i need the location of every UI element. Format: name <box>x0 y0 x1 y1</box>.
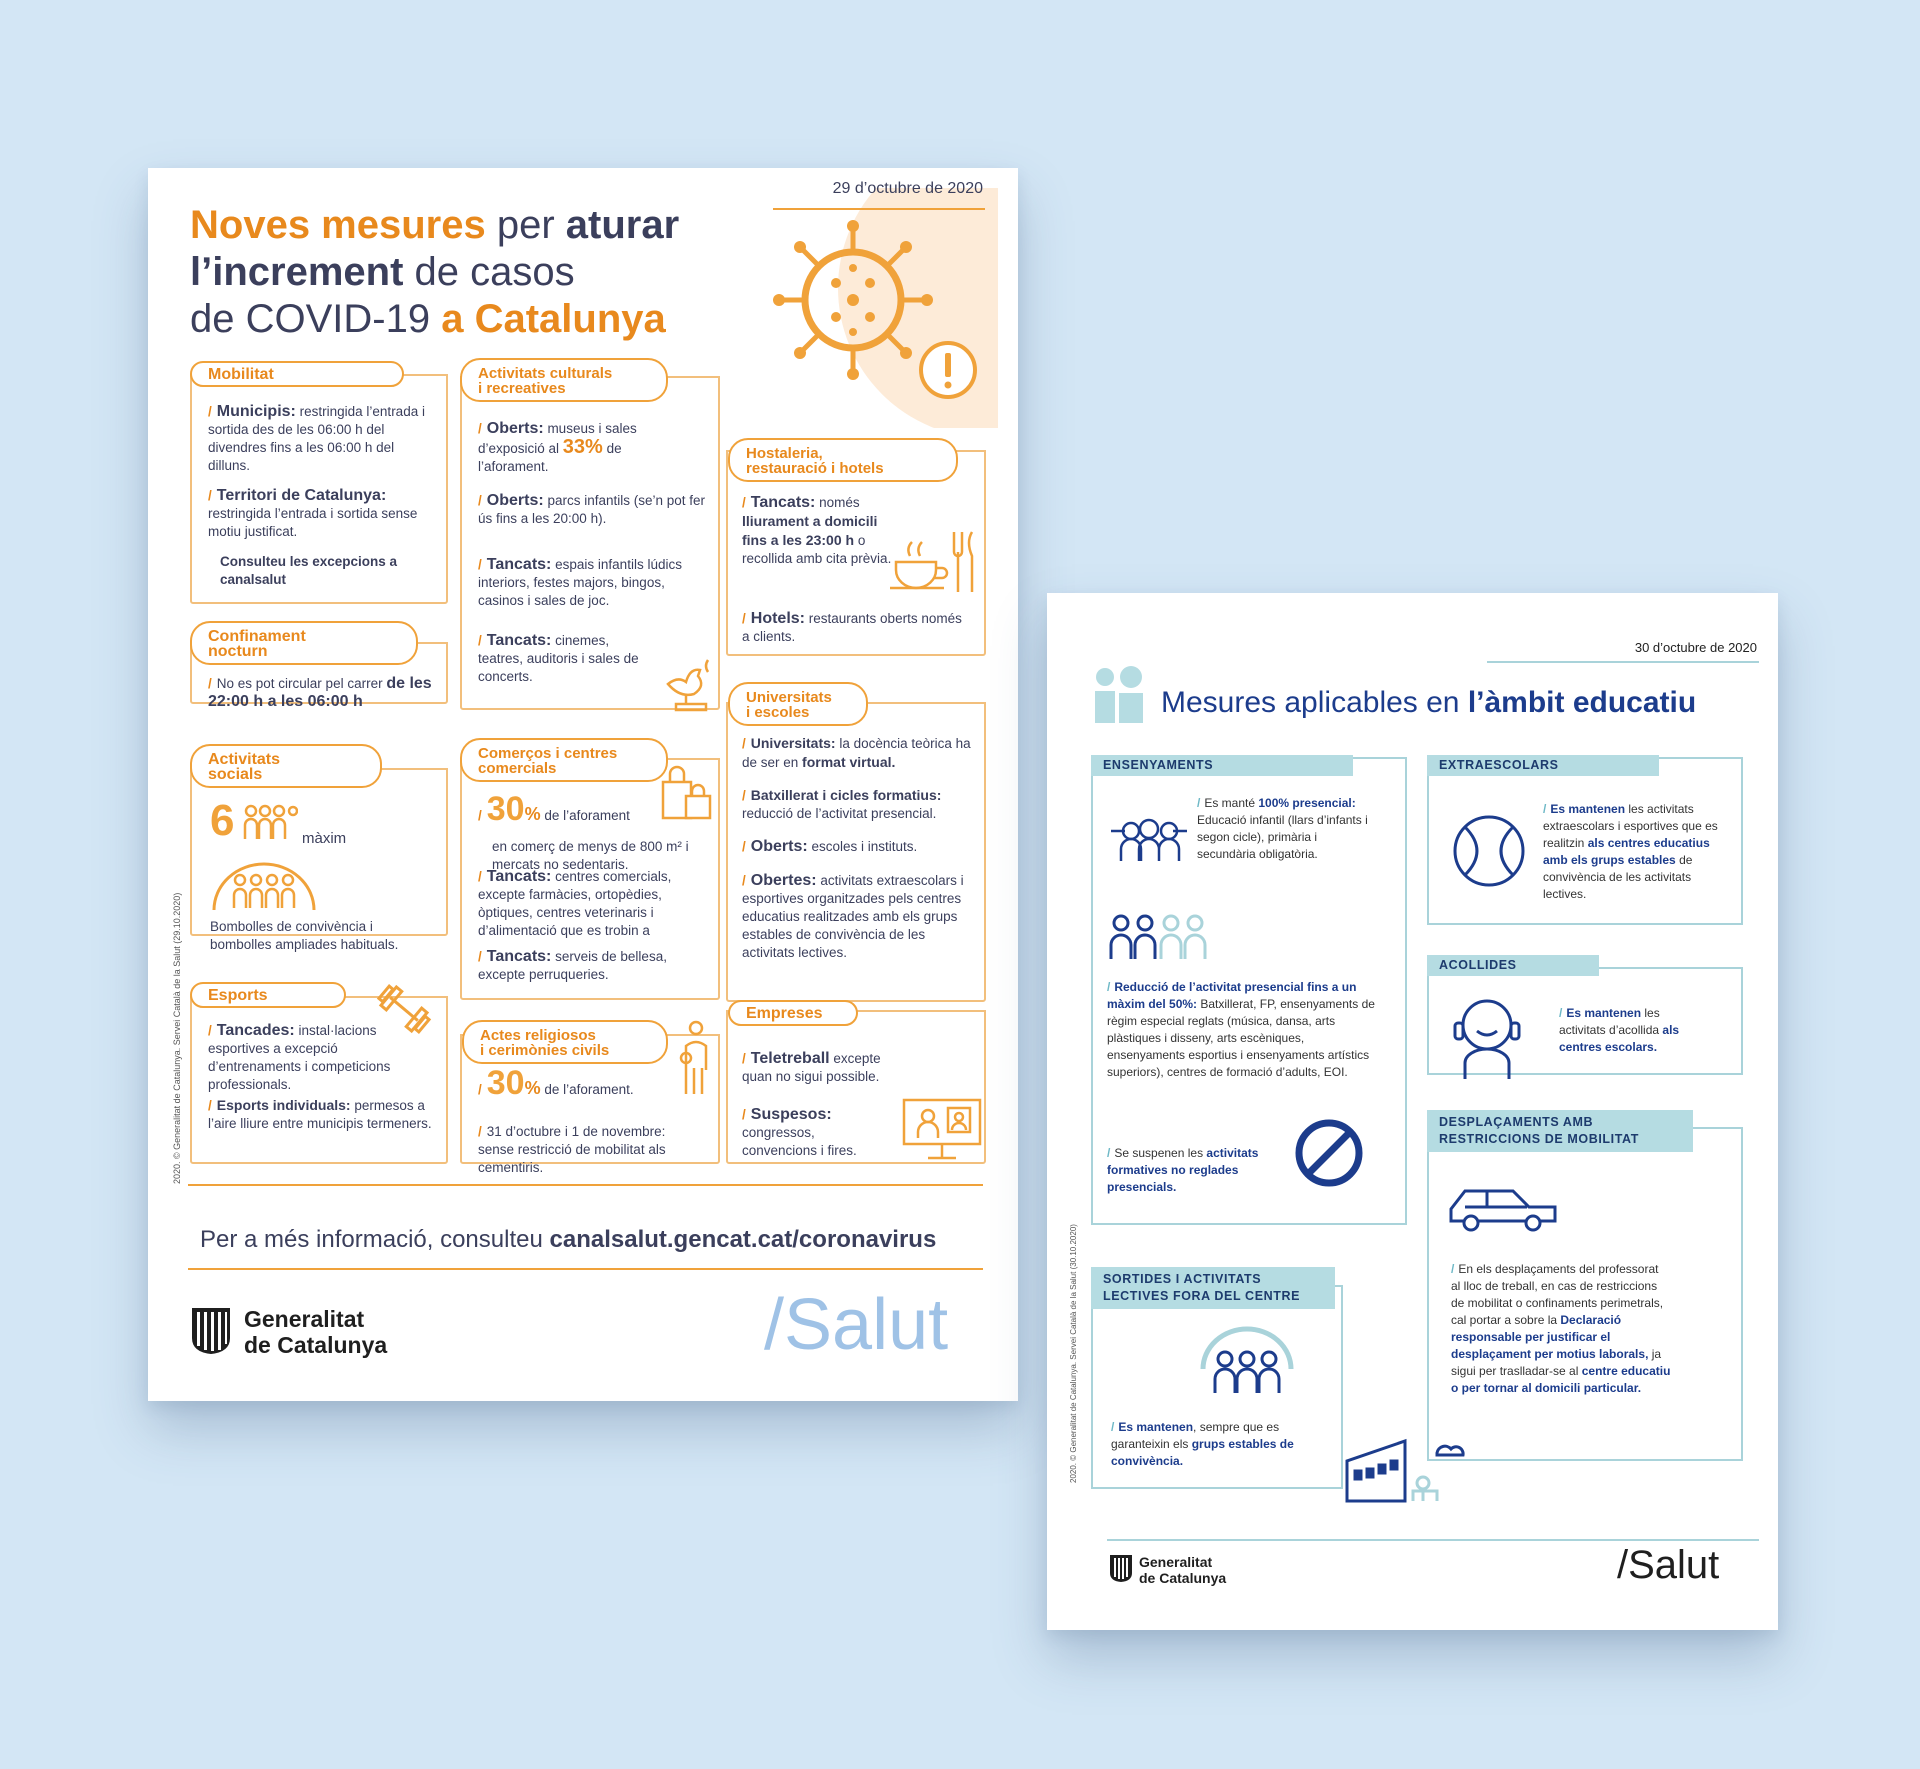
video-call-icon <box>900 1096 984 1166</box>
religiosos-header: Actes religiosos i cerimònies civils <box>462 1020 668 1064</box>
hostaleria-item-1: / Tancats: només lliurament a domicili fins a les 23:00 h o recollida amb cita prèvia. <box>742 494 892 566</box>
child-headphones-icon <box>1449 995 1525 1081</box>
bubble-icon <box>210 858 318 912</box>
ensenyaments-text-1: / Es manté 100% presencial: Educació infantil (llars d’infants i segon cicle), primària i secundària obligatòria. <box>1197 796 1368 861</box>
generalitat-logo <box>190 1304 232 1356</box>
comercos-pct-detail: en comerç de menys de 800 m² i mercats no sedentaris. <box>492 839 689 872</box>
ensenyaments-text-3: / Se suspenen les activitats formatives no reglades presencials. <box>1107 1146 1259 1194</box>
culturals-item-3: / Tancats: espais infantils lúdics interiors, festes majors, bingos, casinos i sales de joc. <box>478 556 682 608</box>
students-icon <box>1091 665 1147 725</box>
mobilitat-note: Consulteu les excepcions a canalsalut <box>220 554 398 587</box>
footer-divider-bottom <box>188 1268 983 1270</box>
religiosos-pct: / 30% de l’aforament. <box>478 1064 634 1102</box>
empreses-item-2: / Suspesos: congressos, convencions i fires. <box>742 1106 857 1158</box>
salut-logo-small: /Salut <box>1617 1543 1720 1587</box>
footer-divider-top <box>188 1184 983 1186</box>
acollides-header: ACOLLIDES <box>1427 955 1599 976</box>
comercos-item-1: / Tancats: centres comercials, excepte farmàcies, ortopèdies, òptiques, centres veterinaris i d’alimentació que es trobin a <box>478 868 672 938</box>
reduced-students-icon <box>1107 911 1217 961</box>
culturals-item-4: / Tancats: cinemes, teatres, auditoris i sales de concerts. <box>478 632 639 684</box>
hostaleria-header: Hostaleria, restauració i hotels <box>728 438 958 482</box>
date-divider <box>773 208 985 210</box>
group-people-icon <box>242 803 298 843</box>
poster2-date: 30 d’octubre de 2020 <box>1634 640 1757 655</box>
universitats-item-3: / Oberts: escoles i instituts. <box>742 838 918 855</box>
religiosos-text: / 31 d’octubre i 1 de novembre: sense restricció de mobilitat als cementiris. <box>478 1124 666 1175</box>
poster2-footer-divider <box>1107 1539 1759 1541</box>
acollides-text: / Es mantenen les activitats d’acollida als centres escolars. <box>1559 1006 1680 1054</box>
poster2-copyright-credit: 2020. © Generalitat de Catalunya. Servei Català de la Salut (30.10.2020) <box>1069 1224 1078 1483</box>
extraescolars-header: EXTRAESCOLARS <box>1427 755 1659 776</box>
car-icon <box>1447 1183 1565 1233</box>
socials-header: Activitats socials <box>190 744 382 788</box>
duck-toy-icon <box>660 654 716 714</box>
esports-item-1: / Tancades: instal·lacions esportives a excepció d’entrenaments i competicions professionals. <box>208 1022 391 1092</box>
warning-icon <box>918 340 978 400</box>
universitats-item-1: / Universitats: la docència teòrica ha de ser en format virtual. <box>742 735 971 770</box>
mobilitat-item-1: / Municipis: restringida l’entrada i sortida des de les 06:00 h del divendres fins a les 06:00 h del dilluns. <box>208 403 425 473</box>
more-info-link[interactable]: canalsalut.gencat.cat/coronavirus <box>549 1226 937 1253</box>
confinament-header: Confinament nocturn <box>190 621 418 665</box>
universitats-header: Universitats i escoles <box>728 682 868 726</box>
desplacaments-header: DESPLAÇAMENTS AMB RESTRICCIONS DE MOBILITAT <box>1427 1110 1693 1152</box>
comercos-item-2: / Tancats: serveis de bellesa, excepte perruqueries. <box>478 948 667 982</box>
ensenyaments-text-2: / Reducció de l’activitat presencial fins a un màxim del 50%: Batxillerat, FP, ensenyaments de règim especial reglats (música, dansa, arts plàstiques i disseny, arts escèniques, ensenyaments esportius i ensenyaments artístics superiors), centres de formació d’adults, EOI. <box>1107 980 1375 1079</box>
mobilitat-header: Mobilitat <box>190 361 404 387</box>
ball-icon <box>1449 811 1529 891</box>
hostaleria-item-2: / Hotels: restaurants oberts només a clients. <box>742 610 962 644</box>
extraescolars-text: / Es mantenen les activitats extraescolars i esportives que es realitzin als centres educatius amb els grups estables de convivència de les activitats lectives. <box>1543 802 1718 901</box>
generalitat-name: Generalitat de Catalunya <box>244 1306 388 1358</box>
esports-item-2: / Esports individuals: permesos a l’aire lliure entre municipis termeners. <box>208 1097 432 1131</box>
mobilitat-item-2: / Territori de Catalunya: restringida l’entrada i sortida sense motiu justificat. <box>208 487 418 539</box>
culturals-item-1: / Oberts: museus i sales d’exposició al 33% de l’aforament. <box>478 420 637 474</box>
more-info: Per a més informació, consulteu canalsalut.gencat.cat/coronavirus <box>200 1226 937 1253</box>
poster-covid-measures <box>148 168 1018 1401</box>
confinament-text: / No es pot circular pel carrer de les 22:00 h a les 06:00 h <box>208 675 432 710</box>
salut-logo: /Salut <box>764 1285 949 1365</box>
empreses-item-1: / Teletreball excepte quan no sigui possible. <box>742 1050 881 1084</box>
poster-title: Noves mesures per aturar l’increment de casos de COVID-19 a Catalunya <box>190 203 680 341</box>
coffee-cutlery-icon <box>888 528 978 598</box>
comercos-pct: / 30% de l’aforament <box>478 790 630 828</box>
esports-header: Esports <box>190 982 346 1008</box>
prohibited-icon <box>1293 1117 1365 1189</box>
children-group-icon <box>1107 813 1193 863</box>
socials-max: màxim <box>302 830 347 847</box>
generalitat-name-small: Generalitat de Catalunya <box>1139 1554 1227 1586</box>
universitats-item-4: / Obertes: activitats extraescolars i esportives organitzades pels centres educatius realitzades amb els grups estables de convivència de les activitats lectives. <box>742 872 964 960</box>
sortides-text: / Es mantenen, sempre que es garanteixin els grups estables de convivència. <box>1111 1420 1294 1468</box>
socials-number: 6 <box>210 796 235 845</box>
comercos-header: Comerços i centres comercials <box>460 738 668 782</box>
desplacaments-text: / En els desplaçaments del professorat al lloc de treball, en cas de restriccions de mobilitat o confinaments perimetrals, cal portar a sobre la Declaració responsable per justificar el desplaçament per motius laborals, ja sigui per traslladar-se al centre educatiu o per tornar al domicili particular. <box>1451 1262 1671 1395</box>
school-building-icon <box>1341 1435 1471 1503</box>
poster2-date-divider <box>1487 661 1759 663</box>
empreses-header: Empreses <box>728 1000 858 1026</box>
poster-education-measures <box>1047 593 1778 1630</box>
sortides-header: SORTIDES I ACTIVITATS LECTIVES FORA DEL CENTRE <box>1091 1267 1335 1309</box>
culturals-header: Activitats culturals i recreatives <box>460 358 668 402</box>
socials-text: Bombolles de convivència i bombolles ampliades habituals. <box>210 919 399 952</box>
poster-date: 29 d’octubre de 2020 <box>832 180 983 197</box>
culturals-item-2: / Oberts: parcs infantils (se’n pot fer ús fins a les 20:00 h). <box>478 492 706 526</box>
bubble-group-icon <box>1199 1325 1295 1395</box>
generalitat-logo-small <box>1109 1553 1133 1583</box>
poster2-title: Mesures aplicables en l’àmbit educatiu <box>1161 686 1697 719</box>
ensenyaments-header: ENSENYAMENTS <box>1091 755 1353 776</box>
copyright-credit: 2020. © Generalitat de Catalunya. Servei Català de la Salut (29.10.2020) <box>172 892 182 1184</box>
universitats-item-2: / Batxillerat i cicles formatius: reducció de l’activitat presencial. <box>742 787 942 821</box>
